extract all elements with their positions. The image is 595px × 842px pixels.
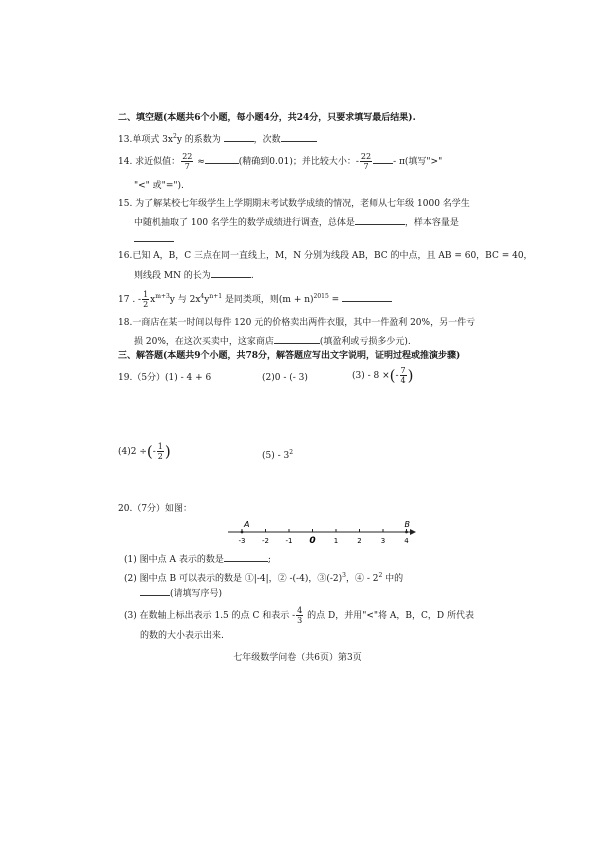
question-17: [118, 290, 392, 309]
q20-s2-sup: 3: [342, 572, 346, 579]
q20-s2-text-a: (2) 图中点 B 可以表示的数是 ①|-4|，② -(-4)，③(-2): [124, 574, 343, 584]
q14-blank-1[interactable]: [205, 154, 239, 164]
q20-sub-2-cont: [140, 586, 222, 600]
q19-p5-text: (5) - 3: [262, 451, 290, 461]
q15-blank-1[interactable]: [355, 215, 405, 225]
q20-blank-2[interactable]: [140, 586, 170, 596]
number-line-tick-label: 3: [380, 537, 386, 545]
q17-sup-1: m+3: [155, 293, 170, 300]
q14-text-a: 14. 求近似值：: [118, 157, 181, 167]
q18-text-c: (填盈利或亏损多少元).: [319, 337, 411, 347]
q19-p3-text: (3) - 8 ×: [352, 371, 390, 381]
number-line: [220, 518, 420, 546]
q14-text-c: (精确到0.01)；并比较大小：-: [238, 157, 359, 167]
question-16-line-2: 则线段 MN 的长为 .: [134, 268, 254, 282]
number-line-arrow-icon: [410, 529, 416, 535]
q20-s1-text: (1) 图中点 A 表示的数是: [124, 555, 224, 565]
q14-blank-2[interactable]: [373, 154, 393, 164]
q19-part-4: (4)2 ÷(- $\frac{1}{2}$ ): [118, 442, 171, 461]
q17-blank[interactable]: [342, 292, 392, 302]
q15-text-b: 中随机抽取了 100 名学生的数学成绩进行调查，总体是: [134, 218, 355, 228]
q20-sub-3-cont: 的数的大小表示出来.: [140, 631, 224, 641]
q19-part-2: (2)0 - (- 3): [262, 373, 308, 383]
q17-sup-4: 2015: [313, 293, 329, 300]
q20-s2-text-c: 中的: [382, 574, 404, 584]
number-line-tick-label: 0: [309, 536, 316, 546]
q20-sub-3: [124, 606, 474, 625]
q19-p4-fraction: $\frac{1}{2}$: [157, 442, 163, 461]
q16-text-b: 则线段 MN 的长为: [134, 271, 211, 281]
number-line-tick-label: -2: [262, 537, 269, 545]
q19-part-5: [262, 447, 293, 462]
q17-sup-2: 4: [200, 293, 205, 300]
q13-blank-1[interactable]: [224, 132, 254, 142]
q19-part-1: 19.（5分）(1) - 4 + 6: [118, 373, 212, 383]
q14-text-d: - π(填写">": [393, 157, 443, 167]
q17-text-e: 是同类项，则(m + n): [222, 295, 314, 305]
q14-approx: ≈: [197, 157, 205, 167]
q15-text-c: ，样本容量是: [404, 218, 459, 228]
number-line-tick-label: -3: [238, 537, 246, 545]
number-line-tick-label: 2: [357, 537, 362, 545]
q19-p5-sup: 2: [289, 449, 294, 456]
section-2-heading: 二、填空题(本题共6个小题，每小题4分，共24分，只要求填写最后结果).: [118, 113, 416, 123]
q14-fraction: $\frac{22}{7}$: [182, 152, 193, 171]
q20-s2-text-b: ，④ - 2: [345, 574, 379, 584]
number-line-tick-label: 1: [333, 537, 339, 545]
question-18-line-1: 18.一商店在某一时间以每件 120 元的价格卖出两件衣服，其中一件盈利 20%，另一件亏: [118, 318, 476, 328]
q15-blank-2[interactable]: [134, 232, 174, 242]
section-3-heading: 三、解答题(本题共9个小题，共78分，解答题应写出文字说明，证明过程或推演步骤): [118, 351, 461, 361]
q20-intro: 20.（7分）如图：: [118, 504, 193, 514]
q17-fraction: $\frac{1}{2}$: [143, 290, 149, 309]
point-b-dot: [405, 531, 408, 534]
q20-sub-1: (1) 图中点 A 表示的数是 ;: [124, 552, 271, 566]
q19-p3-fraction: $\frac{7}{4}$: [400, 366, 406, 385]
q17-text-c: y 与 2x: [169, 295, 201, 305]
q16-blank[interactable]: [211, 268, 251, 278]
question-15-line-2: [134, 215, 459, 229]
point-a-label: A: [244, 520, 250, 529]
question-15-line-1: 15. 为了解某校七年级学生上学期期末考试数学成绩的情况，老师从七年级 1000 名学生: [118, 199, 470, 209]
q20-s3-text-a: (3) 在数轴上标出表示 1.5 的点 C 和表示 -: [124, 611, 296, 621]
q19-p4-text: (4)2 ÷: [118, 447, 147, 457]
number-line-tick-label: 4: [404, 537, 409, 545]
q20-s3-fraction: $\frac{4}{3}$: [297, 606, 303, 625]
question-14: [118, 152, 442, 171]
question-14-cont: "<" 或"=").: [134, 181, 184, 191]
q17-text-d: y: [204, 295, 210, 305]
q13-text-a: 13.单项式 3x: [118, 135, 173, 145]
q13-sup: 2: [172, 133, 177, 140]
q17-text-b: x: [150, 295, 156, 305]
question-13: [118, 131, 317, 146]
q17-text-f: =: [328, 295, 340, 305]
q20-s2-text-d: (请填写序号): [170, 589, 223, 599]
q18-blank[interactable]: [274, 334, 320, 344]
q20-s2-sup-2: 2: [378, 572, 383, 579]
q20-blank-1[interactable]: [224, 552, 268, 562]
q20-s3-text-b: 的点 D，并用"<"将 A，B，C，D 所代表: [304, 611, 474, 621]
number-line-tick-label: -1: [285, 537, 293, 545]
q13-blank-2[interactable]: [281, 132, 317, 142]
q20-sub-2: [124, 570, 403, 585]
q17-text-a: 17 . -: [118, 295, 142, 305]
question-15-line-3: [134, 232, 174, 246]
question-16-line-1: 16.已知 A，B，C 三点在同一直线上，M，N 分别为线段 AB，BC 的中点，且 AB = 60，BC = 40，: [118, 251, 533, 261]
question-18-line-2: [134, 334, 411, 348]
point-a-dot: [241, 531, 244, 534]
q17-sup-3: n+1: [209, 293, 223, 300]
q13-text-c: ，次数: [253, 135, 281, 145]
q13-text-b: y 的系数为: [176, 135, 221, 145]
q18-text-b: 损 20%，在这次买卖中，这家商店: [134, 337, 274, 347]
q14-fraction-2: $\frac{22}{7}$: [360, 152, 372, 171]
point-b-label: B: [404, 520, 410, 529]
q19-part-3: (3) - 8 ×(- $\frac{7}{4}$ ): [352, 366, 414, 385]
page-footer: 七年级数学问卷（共6页）第3页: [233, 653, 362, 663]
